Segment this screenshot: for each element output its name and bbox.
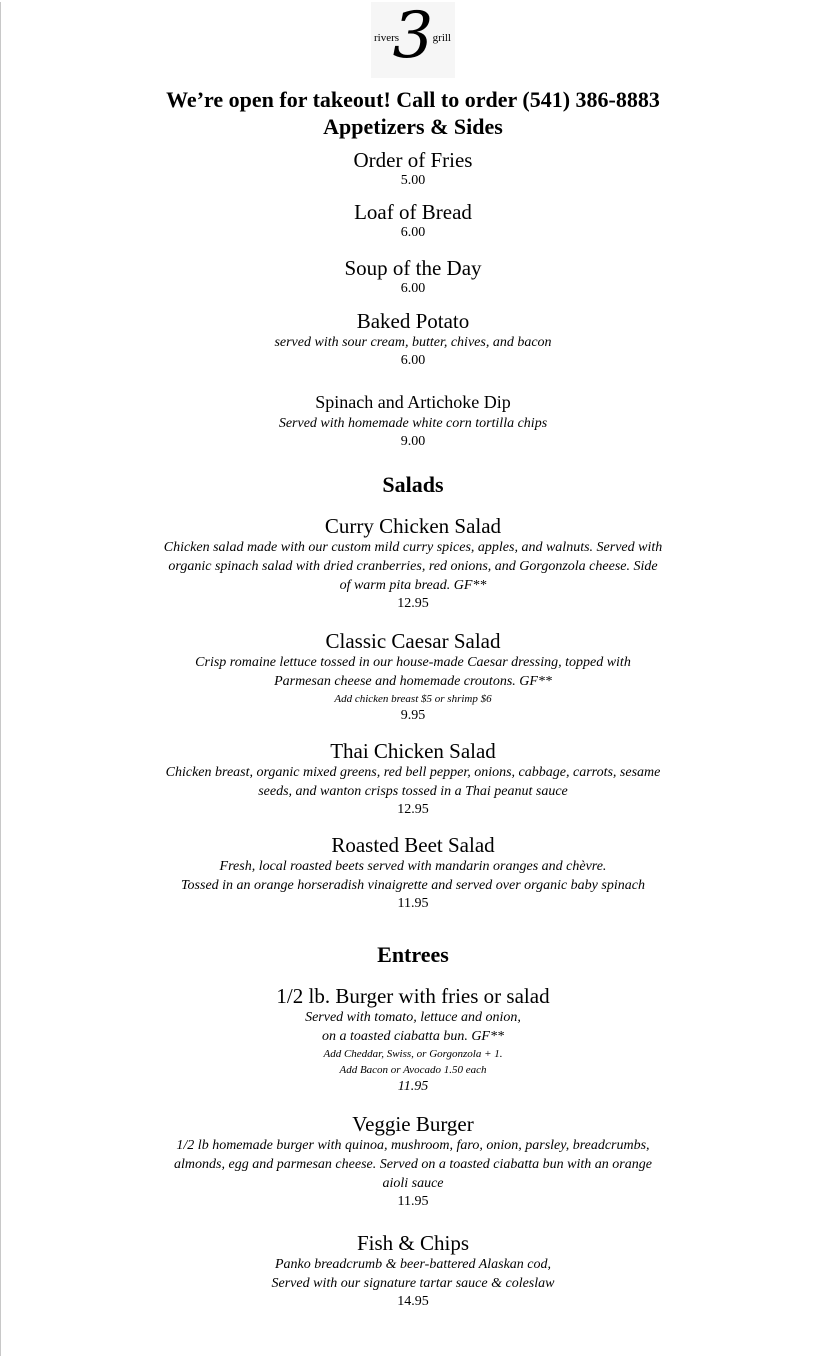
item-price: 14.95 xyxy=(397,1294,429,1309)
item-name: Soup of the Day xyxy=(344,256,482,280)
page-left-border xyxy=(0,2,1,1356)
item-price: 12.95 xyxy=(397,596,429,611)
item-price: 11.95 xyxy=(397,896,429,911)
item-price: 9.00 xyxy=(400,434,426,449)
item-price: 11.95 xyxy=(397,1194,429,1209)
entrees-title: Entrees xyxy=(377,942,449,967)
item-addon-note: Add Cheddar, Swiss, or Gorgonzola + 1. xyxy=(323,1048,503,1060)
item-name: Baked Potato xyxy=(356,309,470,333)
item-description-line: almonds, egg and parmesan cheese. Served on a toasted ciabatta bun with an orange xyxy=(174,1157,652,1172)
menu-item xyxy=(0,1112,826,1211)
menu-item xyxy=(0,833,826,913)
item-description-line: seeds, and wanton crisps tossed in a Thai peanut sauce xyxy=(258,784,568,799)
menu-item xyxy=(0,309,826,370)
logo-right-word: grill xyxy=(432,32,451,44)
item-description-line: of warm pita bread. GF** xyxy=(339,578,487,593)
item-name: Roasted Beet Salad xyxy=(331,833,495,857)
item-addon-note: Add Bacon or Avocado 1.50 each xyxy=(339,1064,487,1076)
item-description-line: Panko breadcrumb & beer-battered Alaskan cod, xyxy=(274,1257,552,1272)
menu-item xyxy=(0,514,826,613)
item-price: 6.00 xyxy=(400,353,426,368)
item-description: served with sour cream, butter, chives, and bacon xyxy=(274,335,552,350)
item-name: Curry Chicken Salad xyxy=(324,514,502,538)
menu-item xyxy=(0,148,826,190)
menu-item xyxy=(0,739,826,819)
item-name: Fish & Chips xyxy=(356,1231,470,1255)
item-description-line: on a toasted ciabatta bun. GF** xyxy=(322,1029,504,1044)
item-price: 9.95 xyxy=(400,708,426,723)
item-name: 1/2 lb. Burger with fries or salad xyxy=(276,984,550,1008)
item-description-line: Served with tomato, lettuce and onion, xyxy=(305,1010,521,1025)
appetizers-title: Appetizers & Sides xyxy=(323,114,503,139)
item-addon-note: Add chicken breast $5 or shrimp $6 xyxy=(334,693,492,705)
item-price: 5.00 xyxy=(400,173,426,188)
item-description-line: Chicken salad made with our custom mild curry spices, apples, and walnuts. Served with xyxy=(163,540,663,555)
item-name: Loaf of Bread xyxy=(354,200,472,224)
item-description-line: organic spinach salad with dried cranberries, red onions, and Gorgonzola cheese. Side xyxy=(168,559,658,574)
menu-item xyxy=(0,984,826,1096)
menu-item xyxy=(0,200,826,242)
item-description: Served with homemade white corn tortilla chips xyxy=(278,416,548,431)
item-description-line: 1/2 lb homemade burger with quinoa, mushroom, faro, onion, parsley, breadcrumbs, xyxy=(176,1138,650,1153)
item-price: 12.95 xyxy=(397,802,429,817)
menu-page xyxy=(0,2,826,1311)
salads-title: Salads xyxy=(382,472,444,497)
item-name: Order of Fries xyxy=(353,148,473,172)
menu-item xyxy=(0,390,826,451)
item-price: 6.00 xyxy=(400,225,426,240)
menu-item xyxy=(0,629,826,725)
item-name: Classic Caesar Salad xyxy=(325,629,501,653)
item-description-line: Crisp romaine lettuce tossed in our house-made Caesar dressing, topped with xyxy=(195,655,631,670)
item-name: Spinach and Artichoke Dip xyxy=(315,392,511,412)
item-price: 6.00 xyxy=(400,281,426,296)
item-price: 11.95 xyxy=(397,1079,429,1094)
menu-item xyxy=(0,1231,826,1311)
restaurant-logo xyxy=(371,2,455,78)
logo-left-word: rivers xyxy=(374,32,400,44)
takeout-headline: We’re open for takeout! Call to order (541) 386-8883 xyxy=(166,87,660,112)
item-description-line: Tossed in an orange horseradish vinaigrette and served over organic baby spinach xyxy=(181,878,645,893)
item-description-line: Fresh, local roasted beets served with mandarin oranges and chèvre. xyxy=(219,859,607,874)
item-description-line: Parmesan cheese and homemade croutons. GF** xyxy=(274,674,552,689)
menu-item xyxy=(0,256,826,298)
item-description-line: aioli sauce xyxy=(382,1176,444,1191)
item-description-line: Served with our signature tartar sauce & coleslaw xyxy=(271,1276,555,1291)
item-description-line: Chicken breast, organic mixed greens, red bell pepper, onions, cabbage, carrots, sesame xyxy=(165,765,661,780)
item-name: Veggie Burger xyxy=(352,1112,474,1136)
logo-numeral: 3 xyxy=(392,0,434,73)
item-name: Thai Chicken Salad xyxy=(330,739,496,763)
